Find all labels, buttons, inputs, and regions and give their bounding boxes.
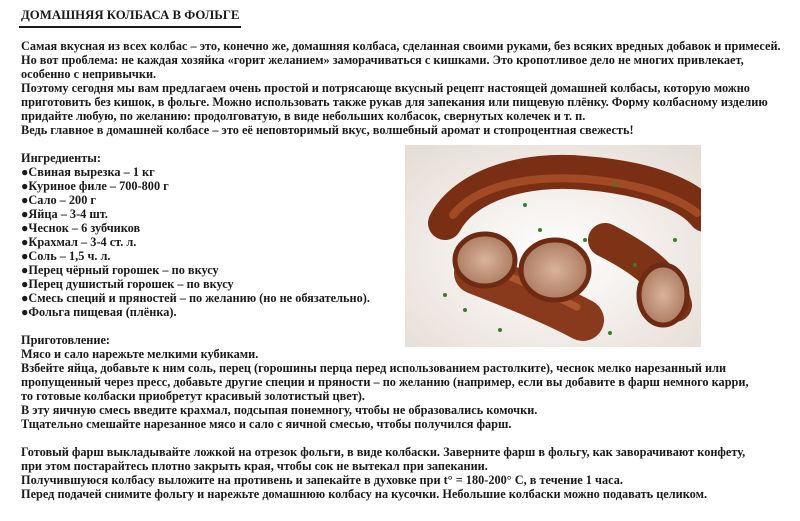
sausage-slice [639, 265, 687, 325]
intro-line: Ведь главное в домашней колбасе – это её неповторимый вкус, волшебный аромат и стопроцентная свежесть! [21, 123, 634, 137]
preparation-line: Мясо и сало нарежьте мелкими кубиками. [21, 347, 259, 361]
intro-line: Поэтому сегодня мы вам предлагаем очень простой и потрясающе вкусный рецепт настоящей домашней колбасы, которую можно [21, 81, 750, 95]
intro-line: приготовить без кишок, в фольге. Можно использовать также рукав для запекания или пищевую плёнку. Форму колбасному изделию [21, 95, 768, 109]
sausage-slice [455, 234, 515, 286]
intro-line: придайте любую, по желанию: продолговатую, в виде небольших колбасок, свернутых колечек и т. п. [21, 109, 586, 123]
intro-line: особенно с непривычки. [21, 67, 157, 81]
preparation-line: то готовые колбаски приобретут красивый золотистый цвет). [21, 389, 365, 403]
ingredient-item: ●Сало – 200 г [21, 193, 97, 207]
preparation-heading: Приготовление: [21, 333, 111, 347]
sausage-slice [521, 240, 589, 300]
ingredient-item: ●Яйца – 3-4 шт. [21, 207, 108, 221]
ingredient-item: ●Крахмал – 3-4 ст. л. [21, 235, 137, 249]
ingredient-item: ●Перец душистый горошек – по вкусу [21, 277, 234, 291]
intro-line: Но вот проблема: не каждая хозяйка «горит желанием» заморачиваться с кишками. Это кропотливое дело не многих привлекает, [21, 53, 744, 67]
final-step-line: Готовый фарш выкладывайте ложкой на отрезок фольги, в виде колбаски. Заверните фарш в фольгу, как заворачивают конфету, [21, 445, 746, 459]
intro-line: Самая вкусная из всех колбас – это, конечно же, домашняя колбаса, сделанная своими руками, без всяких вредных добавок и примесей. [21, 39, 781, 53]
preparation-line: Тщательно смешайте нарезанное мясо и сало с яичной смесью, чтобы получился фарш. [21, 417, 512, 431]
sausage-illustration [405, 145, 701, 347]
final-step-line: при этом постарайтесь плотно закрыть края, чтобы сок не вытекал при запекании. [21, 459, 488, 473]
page-title: ДОМАШНЯЯ КОЛБАСА В ФОЛЬГЕ [21, 8, 240, 22]
final-step-line: Перед подачей снимите фольгу и нарежьте домашнюю колбасу на кусочки. Небольшие колбаски можно подавать целиком. [21, 487, 708, 501]
preparation-line: пропущенный через пресс, добавьте другие специи и пряности – по желанию (например, если вы добавите в фарш немного карри, [21, 375, 749, 389]
preparation-line: В эту яичную смесь введите крахмал, подсыпая понемногу, чтобы не образовались комочки. [21, 403, 538, 417]
ingredient-item: ●Чеснок – 6 зубчиков [21, 221, 141, 235]
final-step-line: Получившуюся колбасу выложите на противень и запекайте в духовке при t° = 180-200° С, в течение 1 часа. [21, 473, 623, 487]
ingredients-heading: Ингредиенты: [21, 151, 101, 165]
ingredient-item: ●Соль – 1,5 ч. л. [21, 249, 111, 263]
ingredient-item: ●Свиная вырезка – 1 кг [21, 165, 155, 179]
ingredient-item: ●Фольга пищевая (плёнка). [21, 305, 177, 319]
ingredient-item: ●Смесь специй и пряностей – по желанию (но не обязательно). [21, 291, 370, 305]
ingredient-item: ●Куриное филе – 700-800 г [21, 179, 169, 193]
sausage-photo [405, 145, 701, 347]
title-underline [19, 26, 241, 28]
ingredient-item: ●Перец чёрный горошек – по вкусу [21, 263, 219, 277]
preparation-line: Взбейте яйца, добавьте к ним соль, перец (горошины перца перед использованием растолките), чеснок мелко нарезанный или [21, 361, 727, 375]
